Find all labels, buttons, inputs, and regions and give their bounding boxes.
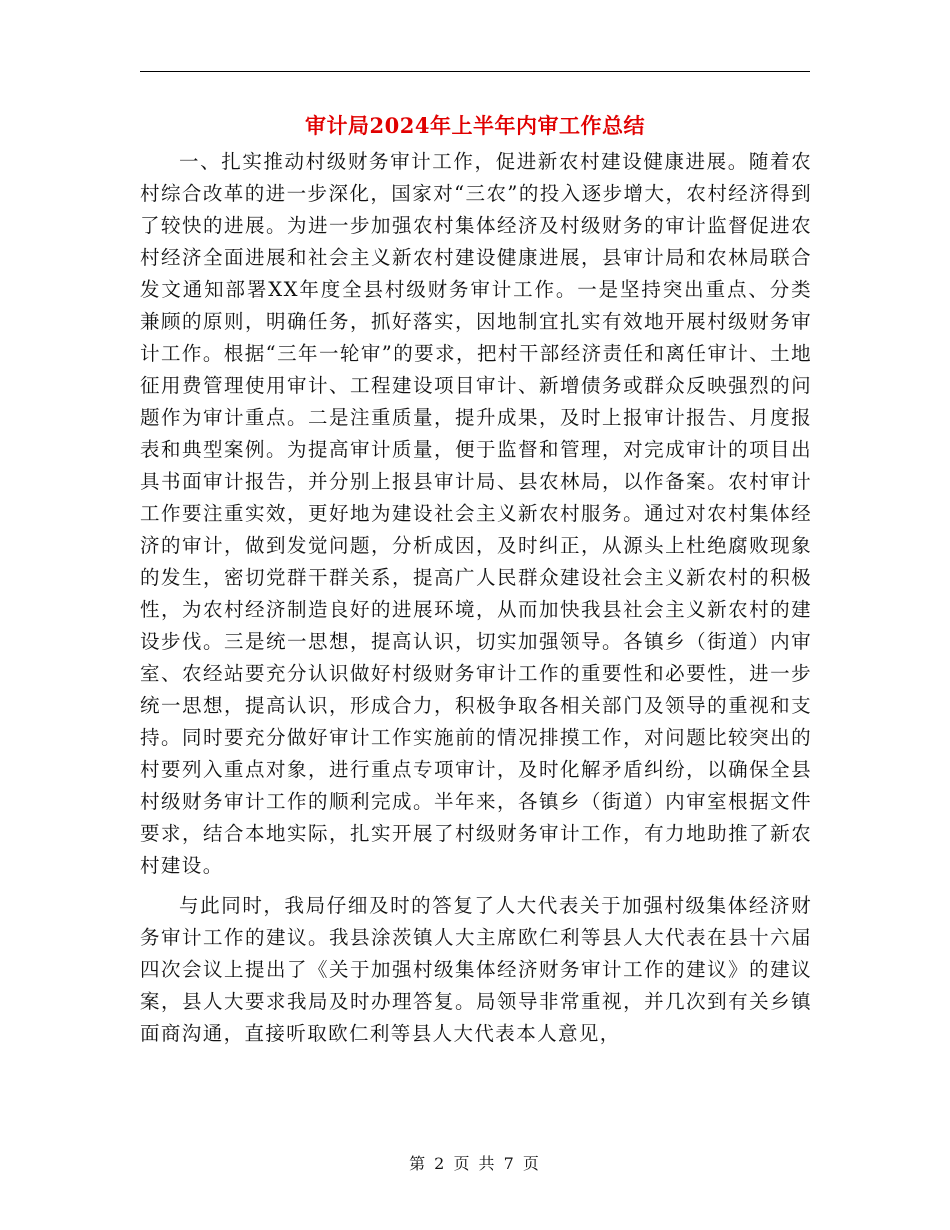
page-number: 第 2 页 共 7 页 [409,1154,541,1173]
document-title: 审计局2024年上半年内审工作总结 [305,113,645,138]
header-rule [140,71,810,72]
paragraph-2: 与此同时，我局仔细及时的答复了人大代表关于加强村级集体经济财务审计工作的建议。我县涂茨镇人大主席欧仁利等县人大代表在县十六届四次会议上提出了《关于加强村级集体经济财务审计工作的建议》的建议案，县人大要求我局及时办理答复。局领导非常重视，并几次到有关乡镇面商沟通，直接听取欧仁利等县人大代表本人意见， [140,894,812,1045]
paragraph-1: 一、扎实推动村级财务审计工作，促进新农村建设健康进展。随着农村综合改革的进一步深化，国家对“三农”的投入逐步增大，农村经济得到了较快的进展。为进一步加强农村集体经济及村级财务的审计监督促进农村经济全面进展和社会主义新农村建设健康进展，县审计局和农林局联合发文通知部署XX年度全县村级财务审计工作。一是坚持突出重点、分类兼顾的原则，明确任务，抓好落实，因地制宜扎实有效地开展村级财务审计工作。根据“三年一轮审”的要求，把村干部经济责任和离任审计、土地征用费管理使用审计、工程建设项目审计、新增债务或群众反映强烈的问题作为审计重点。二是注重质量，提升成果，及时上报审计报告、月度报表和典型案例。为提高审计质量，便于监督和管理，对完成审计的项目出具书面审计报告，并分别上报县审计局、县农林局，以作备案。农村审计工作要注重实效，更好地为建设社会主义新农村服务。通过对农村集体经济的审计，做到发觉问题，分析成因，及时纠正，从源头上杜绝腐败现象的发生，密切党群干群关系，提高广人民群众建设社会主义新农村的积极性，为农村经济制造良好的进展环境，从而加快我县社会主义新农村的建设步伐。三是统一思想，提高认识，切实加强领导。各镇乡（街道）内审室、农经站要充分认识做好村级财务审计工作的重要性和必要性，进一步统一思想，提高认识，形成合力，积极争取各相关部门及领导的重视和支持。同时要充分做好审计工作实施前的情况排摸工作，对问题比较突出的村要列入重点对象，进行重点专项审计，及时化解矛盾纠纷，以确保全县村级财务审计工作的顺利完成。半年来，各镇乡（街道）内审室根据文件要求，结合本地实际，扎实开展了村级财务审计工作，有力地助推了新农村建设。 [140,150,812,877]
document-body [140,146,812,1050]
